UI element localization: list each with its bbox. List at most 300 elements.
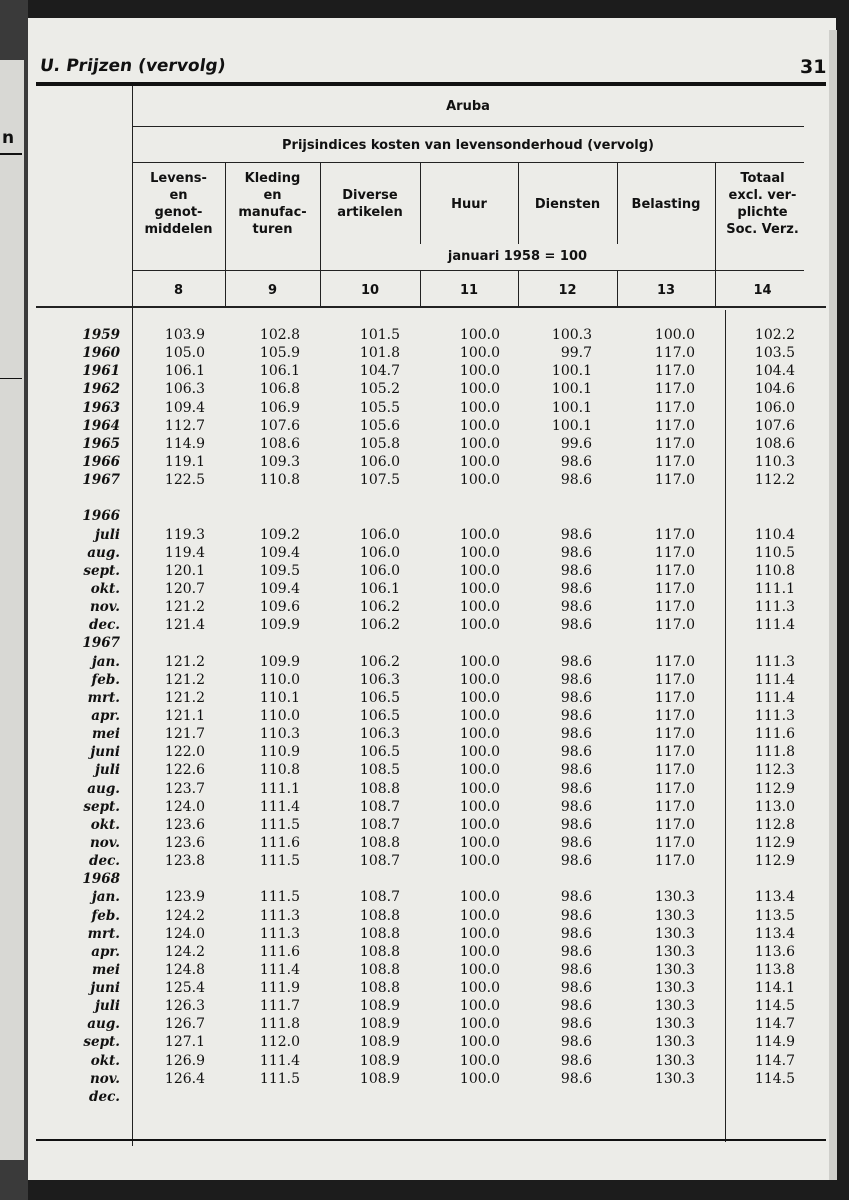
table-cell: 108.8 bbox=[359, 943, 400, 960]
table-cell: 130.3 bbox=[654, 943, 695, 960]
table-cell: 100.0 bbox=[459, 1016, 500, 1033]
table-cell: 111.3 bbox=[754, 653, 795, 670]
table-cell: 110.0 bbox=[259, 671, 300, 688]
table-cell: 103.5 bbox=[754, 345, 795, 362]
table-cell: 100.0 bbox=[459, 925, 500, 942]
table-cell: 106.3 bbox=[164, 381, 205, 398]
table-cell: 98.6 bbox=[560, 1070, 592, 1087]
table-cell: 117.0 bbox=[654, 780, 695, 797]
table-cell: 100.0 bbox=[459, 381, 500, 398]
table-cell: 126.3 bbox=[164, 998, 205, 1015]
table-cell: 107.6 bbox=[259, 417, 300, 434]
table-cell: 130.3 bbox=[654, 889, 695, 906]
table-row bbox=[0, 362, 849, 380]
table-cell: 111.3 bbox=[259, 907, 300, 924]
row-label: dec. bbox=[89, 853, 120, 870]
column-header-label: Belasting bbox=[631, 197, 701, 212]
column-number: 13 bbox=[656, 283, 676, 298]
table-cell: 117.0 bbox=[654, 472, 695, 489]
row-label: 1965 bbox=[82, 435, 120, 452]
table-cell: 114.7 bbox=[754, 1052, 795, 1069]
table-cell: 117.0 bbox=[654, 363, 695, 380]
table-row bbox=[0, 816, 849, 834]
column-header-label: Diverse artikelen bbox=[337, 188, 403, 220]
row-label: juli bbox=[95, 762, 120, 779]
row-label: dec. bbox=[89, 1088, 120, 1105]
table-cell: 100.0 bbox=[459, 453, 500, 470]
table-cell: 101.8 bbox=[359, 345, 400, 362]
table-cell: 108.8 bbox=[359, 834, 400, 851]
table-cell: 117.0 bbox=[654, 599, 695, 616]
table-cell: 98.6 bbox=[560, 689, 592, 706]
table-cell: 130.3 bbox=[654, 925, 695, 942]
row-label: mrt. bbox=[87, 925, 120, 942]
table-cell: 100.0 bbox=[459, 762, 500, 779]
table-row bbox=[0, 725, 849, 743]
table-cell: 106.0 bbox=[359, 453, 400, 470]
table-cell: 124.0 bbox=[164, 798, 205, 815]
table-cell: 108.9 bbox=[359, 1034, 400, 1051]
table-cell: 111.8 bbox=[259, 1016, 300, 1033]
table-cell: 117.0 bbox=[654, 726, 695, 743]
table-cell: 100.0 bbox=[459, 853, 500, 870]
table-cell: 106.5 bbox=[359, 689, 400, 706]
table-cell: 108.9 bbox=[359, 998, 400, 1015]
table-cell: 100.0 bbox=[459, 363, 500, 380]
table-cell: 113.8 bbox=[754, 961, 795, 978]
table-cell: 130.3 bbox=[654, 1070, 695, 1087]
table-cell: 108.7 bbox=[359, 889, 400, 906]
table-cell: 98.6 bbox=[560, 943, 592, 960]
row-label: 1961 bbox=[82, 363, 120, 380]
table-cell: 106.2 bbox=[359, 599, 400, 616]
table-cell: 117.0 bbox=[654, 816, 695, 833]
table-row bbox=[0, 380, 849, 398]
row-label: feb. bbox=[91, 671, 120, 688]
table-row bbox=[0, 344, 849, 362]
table-cell: 100.0 bbox=[459, 435, 500, 452]
table-cell: 111.1 bbox=[259, 780, 300, 797]
table-row bbox=[0, 979, 849, 997]
table-cell: 122.0 bbox=[164, 744, 205, 761]
table-cell: 98.6 bbox=[560, 671, 592, 688]
table-row bbox=[0, 870, 849, 888]
table-cell: 98.6 bbox=[560, 1052, 592, 1069]
table-cell: 104.7 bbox=[359, 363, 400, 380]
table-cell: 100.0 bbox=[459, 1052, 500, 1069]
table-cell: 110.4 bbox=[754, 526, 795, 543]
table-cell: 100.0 bbox=[459, 889, 500, 906]
table-cell: 102.2 bbox=[754, 327, 795, 343]
table-cell: 100.0 bbox=[459, 707, 500, 724]
table-cell: 100.0 bbox=[459, 834, 500, 851]
table-cell: 124.0 bbox=[164, 925, 205, 942]
table-cell: 105.6 bbox=[359, 417, 400, 434]
table-cell: 113.5 bbox=[754, 907, 795, 924]
row-label: juni bbox=[90, 980, 120, 997]
table-cell: 98.6 bbox=[560, 834, 592, 851]
table-cell: 106.0 bbox=[754, 399, 795, 416]
table-cell: 100.1 bbox=[551, 363, 592, 380]
table-cell: 100.0 bbox=[459, 599, 500, 616]
column-header bbox=[617, 196, 715, 213]
table-cell: 111.7 bbox=[259, 998, 300, 1015]
table-cell: 107.6 bbox=[754, 417, 795, 434]
table-cell: 109.9 bbox=[259, 617, 300, 634]
table-cell: 100.0 bbox=[459, 526, 500, 543]
table-cell: 121.1 bbox=[164, 707, 205, 724]
column-number: 8 bbox=[173, 283, 184, 298]
table-row bbox=[0, 653, 849, 671]
table-cell: 104.4 bbox=[754, 363, 795, 380]
table-cell: 120.7 bbox=[164, 580, 205, 597]
table-title: Prijsindices kosten van levensonderhoud (vervolg) bbox=[282, 138, 654, 153]
table-cell: 98.6 bbox=[560, 1034, 592, 1051]
row-gap bbox=[0, 489, 849, 507]
table-cell: 113.0 bbox=[754, 798, 795, 815]
table-cell: 111.6 bbox=[754, 726, 795, 743]
table-cell: 106.1 bbox=[259, 363, 300, 380]
table-cell: 100.0 bbox=[459, 816, 500, 833]
row-label: mrt. bbox=[87, 689, 120, 706]
row-label: aug. bbox=[87, 780, 120, 797]
table-cell: 112.3 bbox=[754, 762, 795, 779]
column-header bbox=[225, 170, 320, 238]
table-cell: 108.7 bbox=[359, 816, 400, 833]
table-cell: 117.0 bbox=[654, 381, 695, 398]
table-cell: 108.8 bbox=[359, 980, 400, 997]
row-label: 1966 bbox=[82, 508, 120, 525]
table-cell: 111.4 bbox=[754, 617, 795, 634]
table-cell: 130.3 bbox=[654, 1052, 695, 1069]
table-cell: 112.9 bbox=[754, 780, 795, 797]
table-cell: 106.3 bbox=[359, 671, 400, 688]
row-label: apr. bbox=[91, 943, 120, 960]
table-cell: 111.5 bbox=[259, 1070, 300, 1087]
table-cell: 110.3 bbox=[259, 726, 300, 743]
table-cell: 111.4 bbox=[754, 689, 795, 706]
table-cell: 121.2 bbox=[164, 689, 205, 706]
table-row bbox=[0, 526, 849, 544]
table-cell: 111.9 bbox=[259, 980, 300, 997]
table-cell: 130.3 bbox=[654, 980, 695, 997]
table-row bbox=[0, 689, 849, 707]
table-cell: 121.2 bbox=[164, 653, 205, 670]
column-header-label: Huur bbox=[451, 197, 487, 212]
table-cell: 130.3 bbox=[654, 907, 695, 924]
column-header-label: Diensten bbox=[534, 197, 601, 212]
table-rule bbox=[132, 270, 804, 271]
table-cell: 119.1 bbox=[164, 453, 205, 470]
table-row bbox=[0, 562, 849, 580]
table-cell: 109.4 bbox=[259, 580, 300, 597]
table-cell: 98.6 bbox=[560, 961, 592, 978]
table-cell: 106.5 bbox=[359, 707, 400, 724]
table-cell: 105.0 bbox=[164, 345, 205, 362]
table-row bbox=[0, 1015, 849, 1033]
table-cell: 98.6 bbox=[560, 580, 592, 597]
table-cell: 108.8 bbox=[359, 961, 400, 978]
table-cell: 98.6 bbox=[560, 816, 592, 833]
row-label: dec. bbox=[89, 617, 120, 634]
table-row bbox=[0, 616, 849, 634]
table-cell: 100.0 bbox=[459, 580, 500, 597]
table-cell: 100.0 bbox=[459, 327, 500, 343]
table-cell: 114.7 bbox=[754, 1016, 795, 1033]
table-cell: 108.6 bbox=[259, 435, 300, 452]
table-cell: 117.0 bbox=[654, 544, 695, 561]
table-cell: 98.6 bbox=[560, 472, 592, 489]
table-cell: 130.3 bbox=[654, 1016, 695, 1033]
table-cell: 100.0 bbox=[459, 671, 500, 688]
table-row bbox=[0, 1070, 849, 1088]
table-cell: 110.5 bbox=[754, 544, 795, 561]
table-row bbox=[0, 326, 849, 344]
table-cell: 98.6 bbox=[560, 853, 592, 870]
row-label: sept. bbox=[83, 1034, 120, 1051]
table-cell: 100.0 bbox=[654, 327, 695, 343]
table-cell: 98.6 bbox=[560, 653, 592, 670]
table-cell: 98.6 bbox=[560, 925, 592, 942]
table-cell: 100.0 bbox=[459, 798, 500, 815]
table-cell: 126.7 bbox=[164, 1016, 205, 1033]
row-label: jan. bbox=[91, 889, 120, 906]
table-cell: 119.4 bbox=[164, 544, 205, 561]
table-cell: 106.1 bbox=[164, 363, 205, 380]
table-cell: 112.9 bbox=[754, 853, 795, 870]
table-cell: 123.6 bbox=[164, 816, 205, 833]
row-label: aug. bbox=[87, 1016, 120, 1033]
table-row bbox=[0, 780, 849, 798]
row-label: sept. bbox=[83, 798, 120, 815]
page-title: U. Prijzen (vervolg) bbox=[38, 56, 227, 76]
table-cell: 98.6 bbox=[560, 1016, 592, 1033]
table-cell: 100.0 bbox=[459, 780, 500, 797]
row-label: 1964 bbox=[82, 417, 120, 434]
table-cell: 117.0 bbox=[654, 345, 695, 362]
table-cell: 111.4 bbox=[259, 961, 300, 978]
table-row bbox=[0, 888, 849, 906]
table-cell: 100.0 bbox=[459, 399, 500, 416]
table-cell: 112.8 bbox=[754, 816, 795, 833]
row-label: 1966 bbox=[82, 453, 120, 470]
row-label: 1967 bbox=[82, 635, 120, 652]
table-cell: 114.5 bbox=[754, 1070, 795, 1087]
row-label: juli bbox=[95, 526, 120, 543]
table-cell: 100.0 bbox=[459, 980, 500, 997]
table-cell: 98.6 bbox=[560, 907, 592, 924]
table-row bbox=[0, 580, 849, 598]
row-label: 1963 bbox=[82, 399, 120, 416]
table-cell: 117.0 bbox=[654, 707, 695, 724]
row-label: 1962 bbox=[82, 381, 120, 398]
table-cell: 98.6 bbox=[560, 599, 592, 616]
table-cell: 130.3 bbox=[654, 1034, 695, 1051]
row-label: 1967 bbox=[82, 472, 120, 489]
table-cell: 98.6 bbox=[560, 980, 592, 997]
table-cell: 124.2 bbox=[164, 907, 205, 924]
table-cell: 106.1 bbox=[359, 580, 400, 597]
table-cell: 114.9 bbox=[754, 1034, 795, 1051]
table-cell: 106.5 bbox=[359, 744, 400, 761]
header-rule bbox=[36, 82, 826, 86]
table-row bbox=[0, 417, 849, 435]
table-cell: 108.9 bbox=[359, 1052, 400, 1069]
row-label: nov. bbox=[89, 1070, 120, 1087]
table-row bbox=[0, 453, 849, 471]
table-cell: 100.1 bbox=[551, 399, 592, 416]
row-label: okt. bbox=[90, 1052, 120, 1069]
table-cell: 114.5 bbox=[754, 998, 795, 1015]
column-header-label: Totaal excl. ver- plichte Soc. Verz. bbox=[726, 171, 799, 237]
table-cell: 123.7 bbox=[164, 780, 205, 797]
column-number: 12 bbox=[558, 283, 577, 298]
table-cell: 98.6 bbox=[560, 526, 592, 543]
table-row bbox=[0, 1052, 849, 1070]
table-cell: 125.4 bbox=[164, 980, 205, 997]
table-cell: 117.0 bbox=[654, 834, 695, 851]
column-number: 10 bbox=[360, 283, 380, 298]
column-number: 11 bbox=[459, 283, 479, 298]
table-rule bbox=[132, 162, 804, 163]
table-row bbox=[0, 634, 849, 652]
table-cell: 111.5 bbox=[259, 816, 300, 833]
table-cell: 108.5 bbox=[359, 762, 400, 779]
table-row bbox=[0, 761, 849, 779]
table-cell: 124.8 bbox=[164, 961, 205, 978]
table-cell: 100.0 bbox=[459, 689, 500, 706]
table-cell: 101.5 bbox=[359, 327, 400, 343]
table-cell: 108.8 bbox=[359, 925, 400, 942]
table-cell: 100.0 bbox=[459, 943, 500, 960]
table-cell: 110.1 bbox=[259, 689, 300, 706]
table-cell: 120.1 bbox=[164, 562, 205, 579]
table-cell: 122.5 bbox=[164, 472, 205, 489]
table-cell: 110.3 bbox=[754, 453, 795, 470]
table-cell: 99.6 bbox=[560, 435, 592, 452]
table-cell: 117.0 bbox=[654, 435, 695, 452]
table-cell: 123.9 bbox=[164, 889, 205, 906]
table-cell: 98.6 bbox=[560, 780, 592, 797]
base-period: januari 1958 = 100 bbox=[447, 249, 588, 264]
table-cell: 108.6 bbox=[754, 435, 795, 452]
table-cell: 109.9 bbox=[259, 653, 300, 670]
column-header bbox=[420, 196, 518, 213]
table-cell: 108.8 bbox=[359, 907, 400, 924]
row-label: feb. bbox=[91, 907, 120, 924]
table-cell: 98.6 bbox=[560, 726, 592, 743]
row-label: 1968 bbox=[82, 871, 120, 888]
table-cell: 113.4 bbox=[754, 925, 795, 942]
row-label: okt. bbox=[90, 580, 120, 597]
column-header-label: Kleding en manufac- turen bbox=[238, 171, 307, 237]
table-rule bbox=[132, 126, 804, 127]
row-label: juni bbox=[90, 744, 120, 761]
row-label: 1960 bbox=[82, 345, 120, 362]
table-cell: 98.6 bbox=[560, 562, 592, 579]
table-cell: 108.7 bbox=[359, 798, 400, 815]
table-row bbox=[0, 997, 849, 1015]
table-cell: 100.0 bbox=[459, 544, 500, 561]
table-cell: 123.8 bbox=[164, 853, 205, 870]
page-number: 31 bbox=[800, 56, 827, 78]
table-row bbox=[0, 834, 849, 852]
table-row bbox=[0, 943, 849, 961]
table-cell: 117.0 bbox=[654, 526, 695, 543]
table-row bbox=[0, 907, 849, 925]
table-cell: 105.5 bbox=[359, 399, 400, 416]
column-header bbox=[715, 170, 810, 238]
table-cell: 105.2 bbox=[359, 381, 400, 398]
table-row bbox=[0, 798, 849, 816]
table-cell: 108.7 bbox=[359, 853, 400, 870]
row-label: apr. bbox=[91, 707, 120, 724]
table-cell: 100.0 bbox=[459, 726, 500, 743]
table-cell: 108.9 bbox=[359, 1016, 400, 1033]
table-cell: 106.0 bbox=[359, 562, 400, 579]
table-cell: 100.3 bbox=[551, 327, 592, 343]
table-cell: 112.2 bbox=[754, 472, 795, 489]
table-cell: 130.3 bbox=[654, 998, 695, 1015]
table-cell: 117.0 bbox=[654, 453, 695, 470]
table-cell: 100.1 bbox=[551, 417, 592, 434]
table-cell: 106.2 bbox=[359, 653, 400, 670]
facing-page-rule bbox=[0, 153, 22, 155]
table-cell: 100.0 bbox=[459, 998, 500, 1015]
table-cell: 111.3 bbox=[754, 599, 795, 616]
table-cell: 119.3 bbox=[164, 526, 205, 543]
table-cell: 111.1 bbox=[754, 580, 795, 597]
table-cell: 127.1 bbox=[164, 1034, 205, 1051]
table-cell: 114.1 bbox=[754, 980, 795, 997]
table-cell: 106.0 bbox=[359, 544, 400, 561]
table-cell: 117.0 bbox=[654, 671, 695, 688]
table-cell: 126.9 bbox=[164, 1052, 205, 1069]
column-header bbox=[320, 187, 420, 221]
table-cell: 117.0 bbox=[654, 853, 695, 870]
table-cell: 98.6 bbox=[560, 798, 592, 815]
table-cell: 100.0 bbox=[459, 907, 500, 924]
table-row bbox=[0, 961, 849, 979]
table-cell: 110.0 bbox=[259, 707, 300, 724]
table-cell: 98.6 bbox=[560, 889, 592, 906]
table-row bbox=[0, 544, 849, 562]
table-cell: 100.0 bbox=[459, 345, 500, 362]
table-cell: 117.0 bbox=[654, 617, 695, 634]
table-cell: 109.6 bbox=[259, 599, 300, 616]
table-cell: 98.6 bbox=[560, 544, 592, 561]
row-label: nov. bbox=[89, 599, 120, 616]
table-cell: 111.5 bbox=[259, 853, 300, 870]
table-cell: 98.6 bbox=[560, 762, 592, 779]
column-number: 9 bbox=[267, 283, 278, 298]
table-cell: 111.4 bbox=[259, 1052, 300, 1069]
table-cell: 110.8 bbox=[259, 472, 300, 489]
table-cell: 100.1 bbox=[551, 381, 592, 398]
row-label: 1959 bbox=[82, 327, 120, 343]
row-label: aug. bbox=[87, 544, 120, 561]
row-label: jan. bbox=[91, 653, 120, 670]
table-cell: 121.4 bbox=[164, 617, 205, 634]
table-row bbox=[0, 471, 849, 489]
row-label: nov. bbox=[89, 834, 120, 851]
table-cell: 117.0 bbox=[654, 653, 695, 670]
table-cell: 124.2 bbox=[164, 943, 205, 960]
table-cell: 123.6 bbox=[164, 834, 205, 851]
table-cell: 117.0 bbox=[654, 562, 695, 579]
table-cell: 106.0 bbox=[359, 526, 400, 543]
table-cell: 113.6 bbox=[754, 943, 795, 960]
